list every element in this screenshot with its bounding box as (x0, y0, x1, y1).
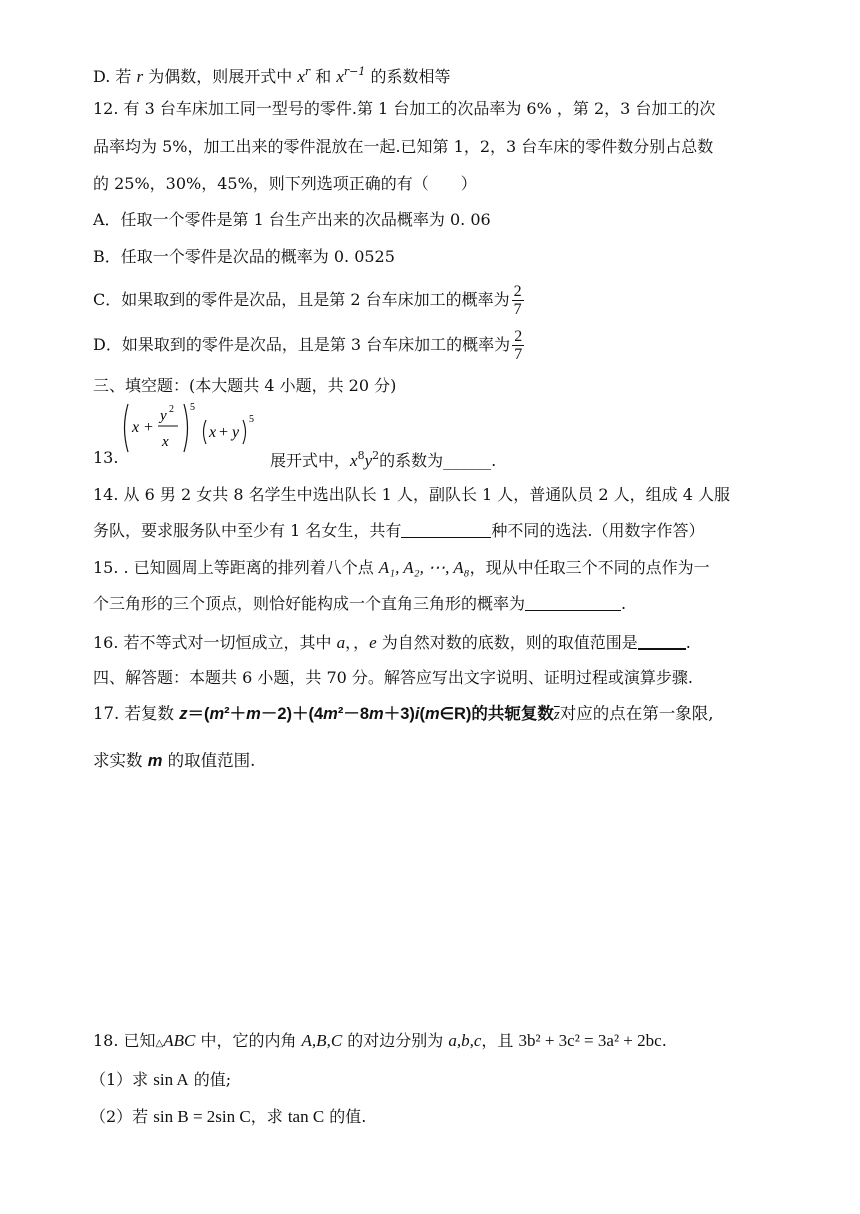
q12-option-d-text: D．如果取到的零件是次品，且是第 3 台车床加工的概率为 (93, 335, 511, 354)
q18-p2a: （2）若 (90, 1107, 154, 1126)
triangle-icon: △ (155, 1038, 164, 1049)
x-var: x (350, 451, 358, 470)
q16-a: 16. 若不等式对一切恒成立，其中 (93, 633, 337, 652)
q16-d: . (685, 633, 691, 652)
x-exponent: r (304, 65, 311, 78)
q17-line-2 (93, 751, 255, 771)
svg-text:y: y (160, 408, 167, 424)
var-m: m (147, 752, 163, 770)
var-m: m (323, 705, 338, 723)
frac-numerator: 2 (514, 328, 523, 345)
var-a: a (336, 633, 346, 652)
q12-line-1: 12. 有 3 台车床加工同一型号的零件.第 1 台加工的次品率为 6% ，第 2，3 台加工的次 (93, 99, 716, 118)
q18-b: 中，它的内角 (195, 1031, 302, 1050)
fraction-2-7 (512, 283, 524, 318)
sin-relation: sin B = 2sin C (153, 1107, 251, 1126)
q15-line-1b: ，现从中任取三个不同的点作为一 (469, 558, 710, 577)
answer-blank (638, 632, 686, 650)
var-m: m (209, 705, 225, 723)
q11d-suffix: 的系数相等 (365, 67, 451, 86)
q17-c: ²＋ (224, 705, 247, 723)
q17-b: ＝( (187, 705, 210, 723)
q18-p1b: 的值; (188, 1070, 232, 1089)
tan-c: tan C (287, 1107, 325, 1126)
q16-c: 为自然对数的底数，则的取值范围是 (376, 633, 638, 652)
q12-line-2: 品率均为 5%，加工出来的零件混放在一起.已知第 1，2，3 台车床的零件数分别占总数 (93, 137, 714, 156)
q18-a: 18. 已知 (93, 1031, 156, 1050)
q12-option-c (93, 283, 524, 318)
frac-denominator: 7 (514, 346, 523, 363)
x-exp: 8 (357, 449, 365, 462)
svg-text:x: x (162, 434, 169, 450)
section-3-heading: 三、填空题：(本大题共 4 小题，共 20 分) (93, 376, 397, 395)
q18-e: . (661, 1031, 667, 1050)
q14-line-2 (93, 521, 704, 541)
frac-numerator: 2 (513, 283, 522, 300)
svg-text:+: + (219, 424, 229, 441)
q13-formula-image (120, 398, 270, 468)
svg-text:x: x (132, 419, 140, 436)
var-r: r (136, 67, 144, 86)
q16-b: ，， (345, 633, 370, 652)
triangle-abc: ABC (163, 1031, 196, 1050)
q17-e: ²－8 (337, 705, 370, 723)
sides-abc: a,b,c (448, 1031, 482, 1050)
q12-line-3: 的 25%，30%，45%，则下列选项正确的有（ ） (93, 174, 477, 193)
q18-d: ，且 (481, 1031, 519, 1050)
q17-f: ＋3) (383, 705, 415, 723)
q14-line-2b: 种不同的选法.（用数字作答） (491, 521, 705, 540)
q18-line-1 (93, 1031, 667, 1054)
equation: 3b² + 3c² = 3a² + 2bc (518, 1031, 662, 1050)
q12-option-d (93, 328, 524, 363)
q14-line-2a: 务队，要求服务队中至少有 1 名女生，共有 (93, 521, 402, 540)
y-var: y (364, 451, 373, 470)
x-term: x (297, 67, 305, 86)
q17-line-2a: 求实数 (93, 751, 148, 770)
q15-line-1a: 15. . 已知圆周上等距离的排列着八个点 (93, 558, 379, 577)
var-m: m (369, 705, 384, 723)
q17-line-1 (93, 704, 714, 725)
q15-line-1 (93, 558, 710, 578)
q18-p2c: 的值. (324, 1107, 367, 1126)
var-m: m (246, 705, 261, 723)
q17-h: ∈R)的共轭复数 (439, 705, 554, 723)
q18-p2b: ，求 (250, 1107, 288, 1126)
svg-text:2: 2 (169, 404, 174, 415)
q13-number: 13. (93, 448, 119, 467)
q15-line-2b: . (621, 594, 627, 613)
q17-line-2b: 的取值范围. (162, 751, 256, 770)
var-i: i (414, 705, 420, 723)
q12-option-b: B．任取一个零件是次品的概率为 0. 0525 (93, 247, 395, 266)
svg-text:y: y (232, 424, 240, 441)
q17-d: －2)＋(4 (260, 705, 324, 723)
y-exp: 2 (372, 449, 380, 462)
q17-k: 对应的点在第一象限, (559, 704, 714, 723)
q11d-prefix: D. 若 (93, 67, 137, 86)
angles-abc: A,B,C (301, 1031, 343, 1050)
svg-text:x: x (209, 424, 217, 441)
x-term-2: x (336, 67, 344, 86)
q11-option-d (93, 62, 450, 87)
q11d-mid1: 为偶数，则展开式中 (143, 67, 298, 86)
points-a1-a8: A₁, A₂, ⋯, A₈ (378, 558, 470, 577)
q12-option-a: A．任取一个零件是第 1 台生产出来的次品概率为 0. 06 (93, 210, 491, 229)
section-4-heading: 四、解答题：本题共 6 小题，共 70 分。解答应写出文字说明、证明过程或演算步骤. (93, 668, 693, 687)
q12-option-c-text: C．如果取到的零件是次品，且是第 2 台车床加工的概率为 (93, 290, 510, 309)
answer-blank (401, 521, 491, 538)
q18-part-2 (90, 1107, 366, 1127)
q15-line-2a: 个三角形的三个顶点，则恰好能构成一个直角三角形的概率为 (93, 594, 526, 613)
var-z: z (179, 705, 188, 723)
fraction-2-7-b (512, 328, 524, 363)
z-conjugate: $\overline{z}$ (553, 707, 560, 723)
var-m: m (424, 705, 440, 723)
q13-text (270, 446, 496, 471)
q18-c: 的对边分别为 (342, 1031, 449, 1050)
q13-text-a: 展开式中， (270, 451, 351, 470)
q16-line (93, 632, 691, 653)
q11d-mid2: 和 (310, 67, 337, 86)
svg-text:+: + (144, 419, 154, 436)
q13-tail: 的系数为______. (379, 451, 497, 470)
q15-line-2 (93, 594, 626, 614)
q18-part-1 (90, 1070, 231, 1090)
x-exponent-2: r−1 (343, 65, 366, 78)
q17-a: 17. 若复数 (93, 704, 180, 723)
q17-g: ( (419, 705, 425, 723)
q14-line-1: 14. 从 6 男 2 女共 8 名学生中选出队长 1 人，副队长 1 人，普通队员 2 人，组成 4 人服 (93, 485, 730, 504)
var-e: e (369, 633, 377, 652)
svg-text:5: 5 (190, 402, 195, 413)
svg-text:5: 5 (249, 414, 254, 425)
sin-a: sin A (153, 1070, 189, 1089)
frac-denominator: 7 (513, 301, 522, 318)
answer-blank (525, 594, 621, 611)
q18-p1a: （1）求 (90, 1070, 154, 1089)
